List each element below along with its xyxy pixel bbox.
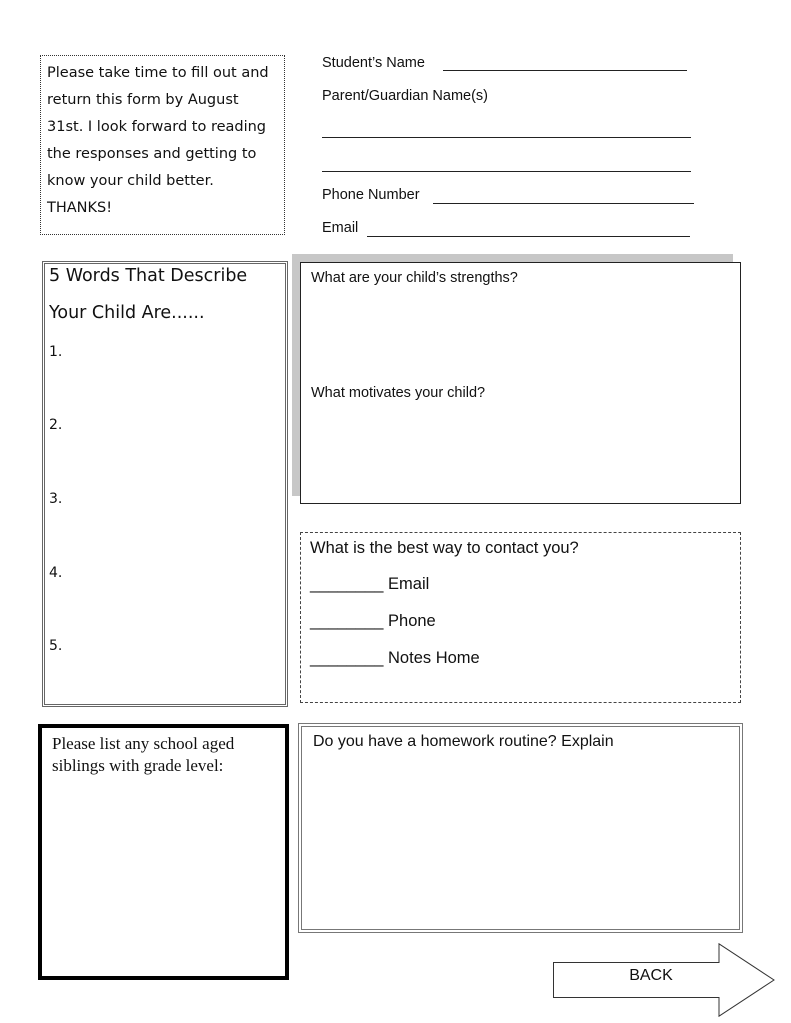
word-number-4: 4. xyxy=(49,565,63,581)
homework-box[interactable] xyxy=(298,723,743,933)
student-name-field[interactable] xyxy=(443,70,687,71)
word-number-2: 2. xyxy=(49,417,63,433)
contact-blank: ________ xyxy=(310,649,384,667)
student-name-label: Student’s Name xyxy=(322,55,425,71)
contact-option-email[interactable] xyxy=(310,575,429,594)
email-label: Email xyxy=(322,220,359,236)
strengths-question: What are your child’s strengths? xyxy=(311,270,518,286)
five-words-title-line1: 5 Words That Describe xyxy=(49,266,248,286)
contact-preference-box xyxy=(300,532,741,703)
contact-option-notes-home[interactable] xyxy=(310,649,480,668)
back-button[interactable] xyxy=(553,943,775,1017)
five-words-title-line2: Your Child Are...... xyxy=(49,303,205,323)
contact-blank: ________ xyxy=(310,575,384,593)
strengths-box[interactable] xyxy=(300,262,741,504)
phone-number-field[interactable] xyxy=(433,203,694,204)
email-field[interactable] xyxy=(367,236,690,237)
word-number-1: 1. xyxy=(49,344,63,360)
motivation-question: What motivates your child? xyxy=(311,385,486,401)
instructions-text: Please take time to fill out and return this form by August 31st. I look forward to reading the responses and getting to know your child better. THANKS! xyxy=(47,65,269,216)
word-number-5: 5. xyxy=(49,638,63,654)
contact-option-label: Notes Home xyxy=(388,649,480,667)
contact-option-label: Email xyxy=(388,575,430,593)
contact-question: What is the best way to contact you? xyxy=(310,539,579,557)
five-words-box xyxy=(42,261,288,707)
contact-option-phone[interactable] xyxy=(310,612,436,631)
word-number-3: 3. xyxy=(49,491,63,507)
back-label: BACK xyxy=(629,967,673,984)
contact-option-label: Phone xyxy=(388,612,436,630)
siblings-box[interactable] xyxy=(38,724,289,980)
phone-number-label: Phone Number xyxy=(322,187,420,203)
parent-name-field-2[interactable] xyxy=(322,171,691,172)
parent-guardian-label: Parent/Guardian Name(s) xyxy=(322,88,489,104)
instructions-note xyxy=(40,55,285,235)
siblings-prompt: Please list any school aged siblings with grade level: xyxy=(52,734,235,775)
parent-name-field-1[interactable] xyxy=(322,137,691,138)
contact-blank: ________ xyxy=(310,612,384,630)
homework-question: Do you have a homework routine? Explain xyxy=(313,733,614,750)
